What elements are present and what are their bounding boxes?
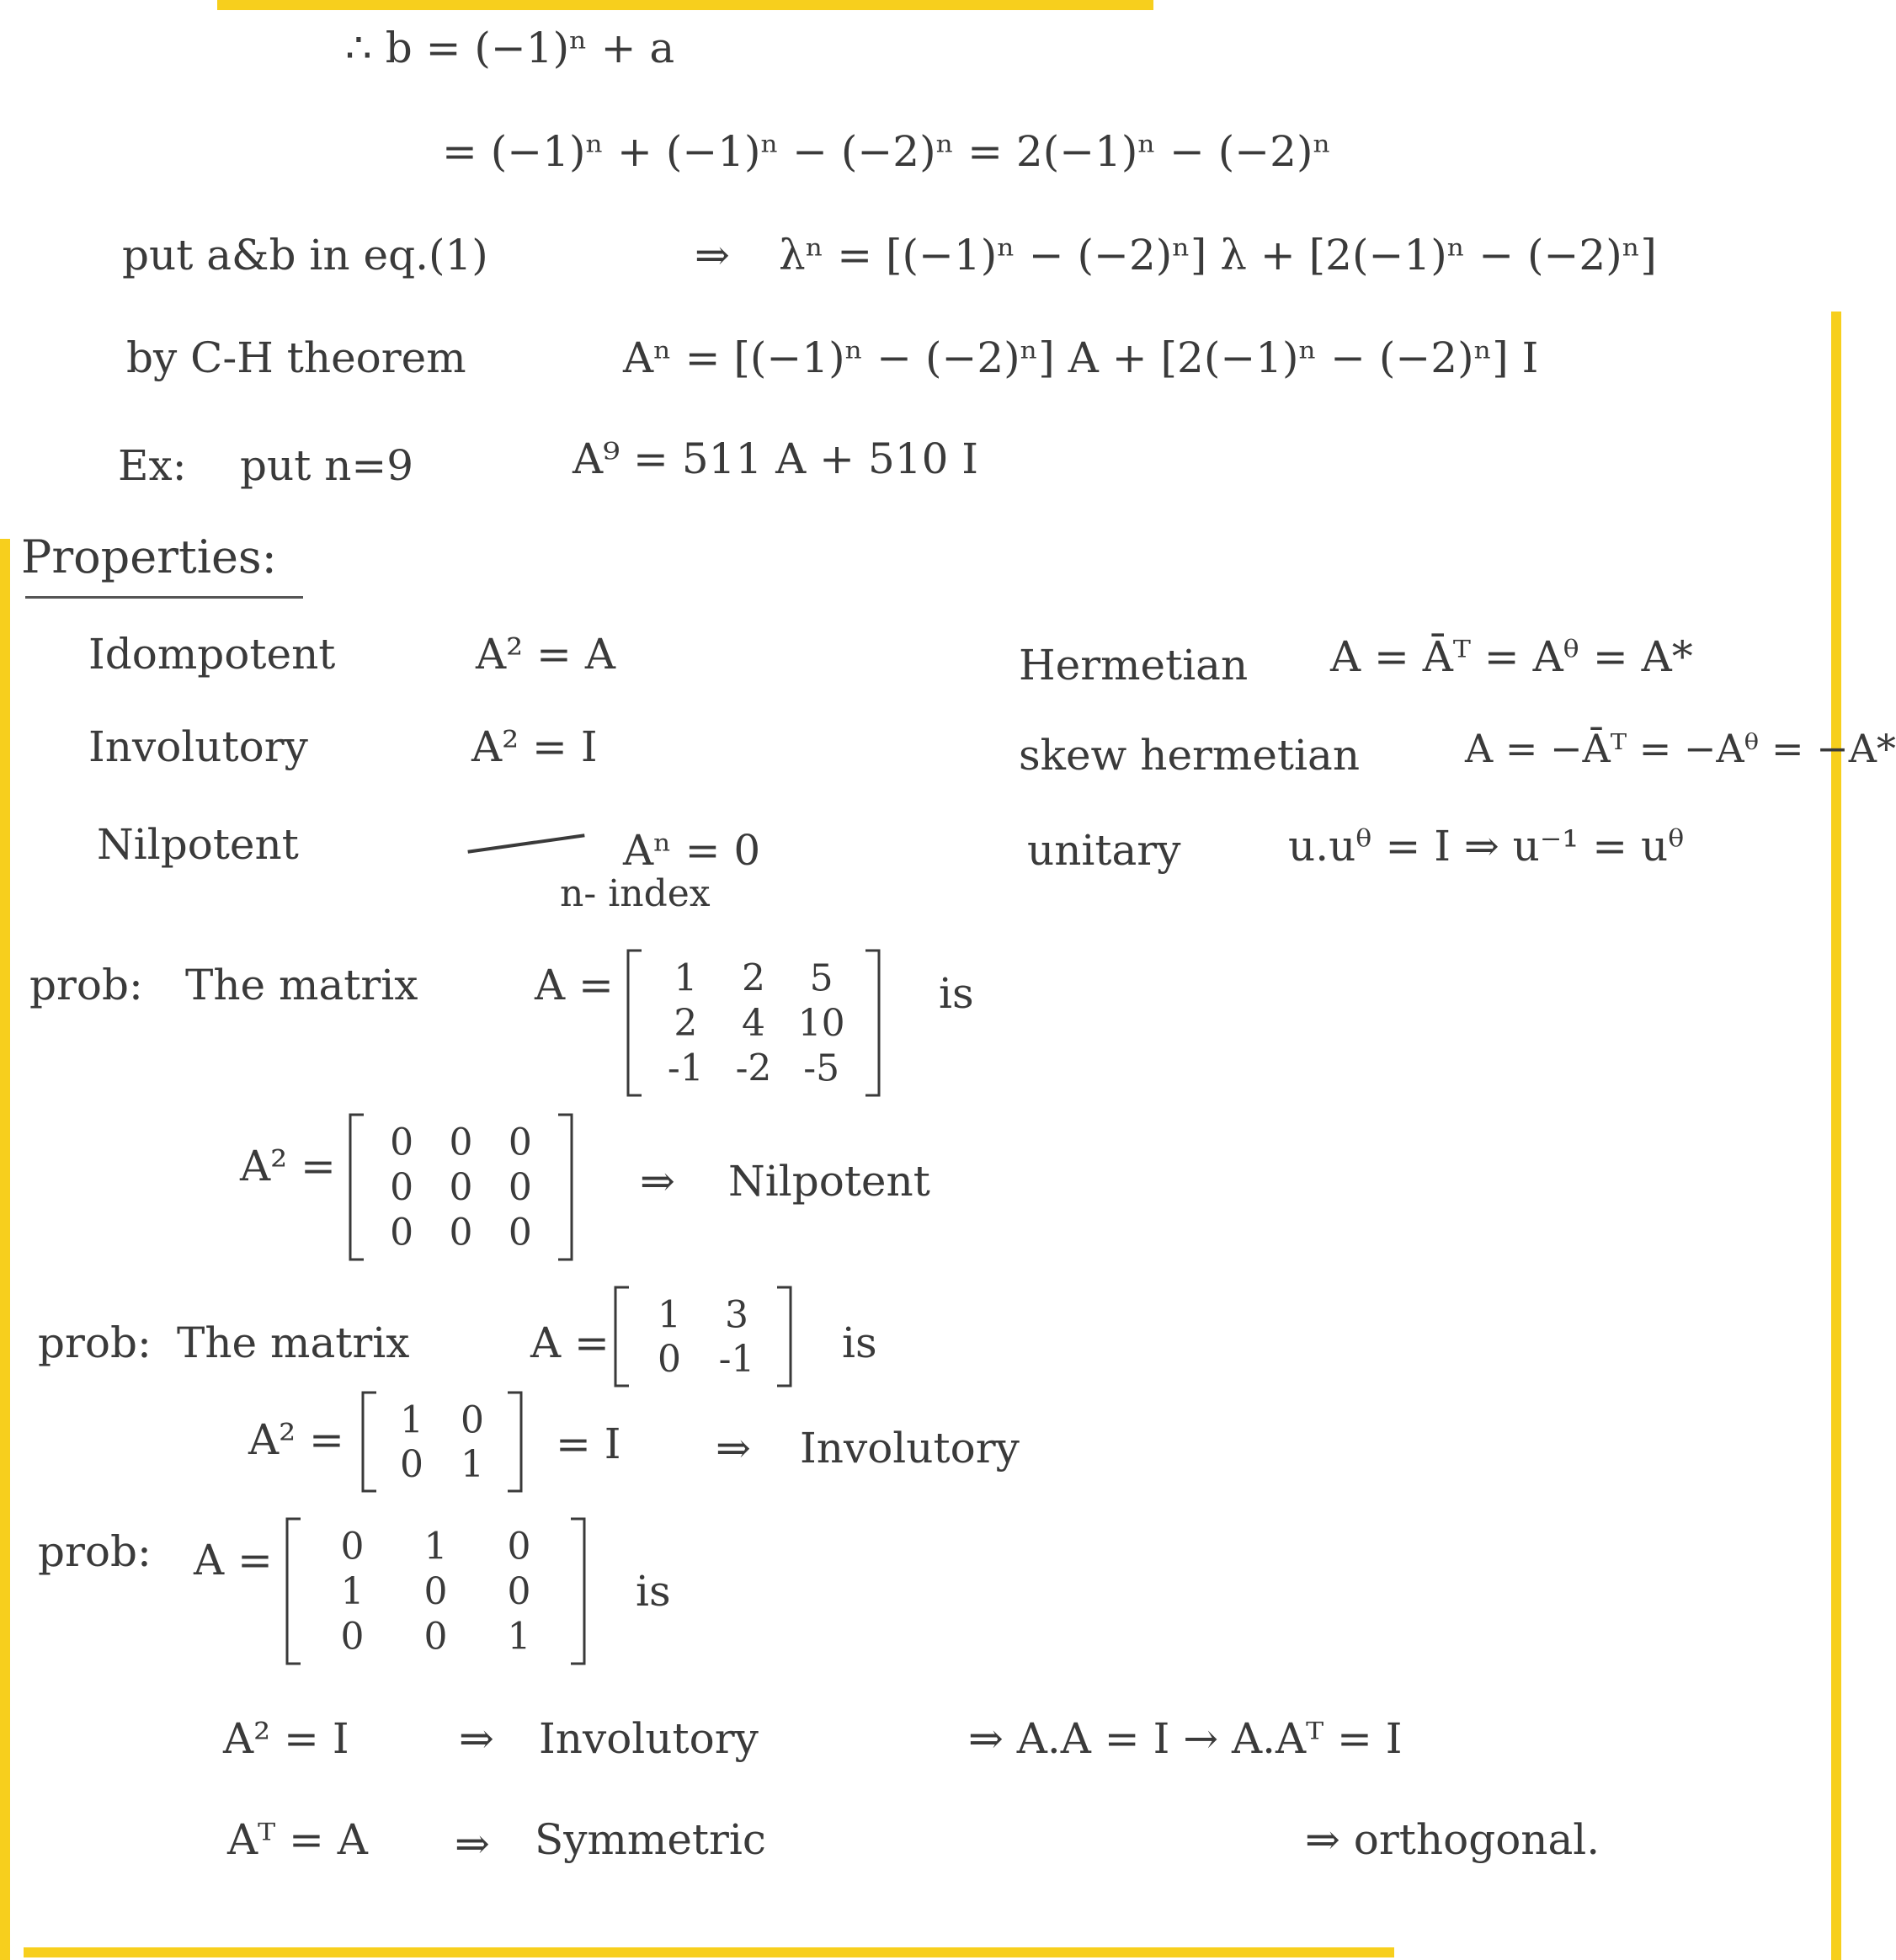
- prob2-equals-i: = I: [556, 1419, 621, 1468]
- prob1-matrix: [623, 947, 884, 1099]
- matrix-left-bracket: [628, 951, 642, 1095]
- matrix-entry: 3: [725, 1293, 748, 1337]
- prob2-conclusion: Involutory: [800, 1424, 1020, 1473]
- matrix-entry: 1: [674, 956, 698, 1000]
- prop-hermetian-name: Hermetian: [1019, 641, 1249, 690]
- prob2-square-matrix: [358, 1389, 526, 1494]
- prob2-tail: is: [842, 1318, 877, 1367]
- matrix-right-bracket: [508, 1393, 521, 1491]
- prop-skew-formula: A = −Āᵀ = −Aᶿ = −A*: [1465, 726, 1896, 771]
- matrix-entry: 0: [449, 1121, 473, 1164]
- prob1-square-matrix: [345, 1111, 577, 1263]
- prob2-label: prob:: [38, 1318, 152, 1367]
- matrix-entry: 0: [340, 1525, 365, 1569]
- matrix-left-bracket: [287, 1519, 301, 1664]
- ch-label: by C-H theorem: [126, 333, 466, 382]
- matrix-entry: -5: [803, 1047, 840, 1090]
- matrix-entry: -1: [718, 1337, 755, 1381]
- matrix-right-bracket: [558, 1115, 572, 1260]
- prob3-line-a-arrow: ⇒: [459, 1714, 494, 1763]
- prob3-label: prob:: [38, 1527, 152, 1576]
- prop-idempotent-name: Idompotent: [88, 630, 336, 679]
- prop-skew-name: skew hermetian: [1019, 731, 1361, 780]
- prop-nilpotent-name: Nilpotent: [97, 820, 299, 869]
- prob3-line-b-arrow: ⇒: [455, 1819, 490, 1868]
- matrix-entry: 0: [507, 1570, 531, 1613]
- matrix-entry: 0: [461, 1398, 484, 1442]
- matrix-entry: 0: [390, 1166, 414, 1209]
- prob3-tail: is: [636, 1567, 671, 1616]
- prob2-lhs: A =: [530, 1318, 610, 1367]
- prop-involutory-formula: A² = I: [471, 722, 598, 771]
- put-result: λⁿ = [(−1)ⁿ − (−2)ⁿ] λ + [2(−1)ⁿ − (−2)ⁿ]: [779, 231, 1657, 280]
- matrix-entry: 0: [449, 1166, 473, 1209]
- prob2-statement: The matrix: [177, 1318, 410, 1367]
- highlight-left: [0, 539, 10, 1960]
- prop-nilpotent-formula: Aⁿ = 0: [623, 826, 761, 875]
- highlight-top: [217, 0, 1153, 10]
- matrix-entry: -2: [735, 1047, 772, 1090]
- prob3-lhs: A =: [194, 1536, 273, 1585]
- prob1-arrow: ⇒: [640, 1157, 675, 1206]
- matrix-entry: 0: [508, 1166, 532, 1209]
- prob1-tail: is: [939, 969, 974, 1018]
- matrix-entry: 1: [658, 1293, 681, 1337]
- example-put: put n=9: [240, 441, 414, 490]
- prob3-line-a-result: Involutory: [539, 1714, 759, 1763]
- matrix-entry: -1: [667, 1047, 704, 1090]
- matrix-entry: 0: [658, 1337, 681, 1381]
- matrix-entry: 0: [507, 1525, 531, 1569]
- prop-involutory-name: Involutory: [88, 722, 308, 771]
- prob2-square-lhs: A² =: [248, 1415, 344, 1464]
- matrix-entry: 1: [340, 1570, 365, 1613]
- prob3-line-a-lhs: A² = I: [223, 1714, 349, 1763]
- matrix-entry: 10: [797, 1002, 845, 1045]
- highlight-right: [1831, 312, 1841, 1960]
- matrix-entry: 0: [400, 1442, 423, 1486]
- matrix-entry: 0: [508, 1121, 532, 1164]
- scribble-mark: [467, 834, 584, 853]
- prob1-square-lhs: A² =: [240, 1142, 336, 1190]
- matrix-left-bracket: [615, 1287, 629, 1386]
- matrix-entry: 0: [340, 1615, 365, 1659]
- matrix-entry: 1: [507, 1615, 531, 1659]
- highlight-bottom: [24, 1947, 1394, 1957]
- prob3-matrix: [282, 1515, 589, 1667]
- matrix-entry: 0: [423, 1570, 448, 1613]
- matrix-entry: 0: [390, 1121, 414, 1164]
- matrix-entry: 0: [449, 1211, 473, 1254]
- matrix-entry: 4: [742, 1002, 765, 1045]
- put-label: put a&b in eq.(1): [122, 231, 488, 280]
- matrix-entry: 5: [809, 956, 833, 1000]
- prop-unitary-name: unitary: [1027, 826, 1181, 875]
- prop-nilpotent-note: n- index: [560, 872, 711, 915]
- matrix-entry: 2: [674, 1002, 698, 1045]
- matrix-right-bracket: [865, 951, 879, 1095]
- prop-hermetian-formula: A = Āᵀ = Aᶿ = A*: [1330, 632, 1693, 681]
- matrix-right-bracket: [777, 1287, 791, 1386]
- matrix-entry: 1: [423, 1525, 448, 1569]
- matrix-entry: 1: [400, 1398, 423, 1442]
- matrix-left-bracket: [363, 1393, 376, 1491]
- prob1-conclusion: Nilpotent: [728, 1157, 930, 1206]
- matrix-right-bracket: [571, 1519, 584, 1664]
- matrix-entry: 0: [390, 1211, 414, 1254]
- prob1-statement: The matrix: [185, 961, 418, 1009]
- prob3-line-a-extra: ⇒ A.A = I → A.Aᵀ = I: [968, 1714, 1403, 1763]
- prop-idempotent-formula: A² = A: [476, 630, 615, 679]
- derivation-line-1: ∴ b = (−1)ⁿ + a: [345, 24, 675, 72]
- matrix-entry: 1: [461, 1442, 484, 1486]
- derivation-line-2: = (−1)ⁿ + (−1)ⁿ − (−2)ⁿ = 2(−1)ⁿ − (−2)ⁿ: [442, 127, 1332, 176]
- matrix-left-bracket: [350, 1115, 364, 1260]
- put-arrow: ⇒: [695, 231, 730, 280]
- prob2-matrix: [610, 1284, 796, 1389]
- heading-underline: [25, 596, 303, 599]
- ch-result: Aⁿ = [(−1)ⁿ − (−2)ⁿ] A + [2(−1)ⁿ − (−2)ⁿ] I: [623, 333, 1539, 382]
- prob2-arrow: ⇒: [716, 1424, 751, 1473]
- example-label: Ex:: [118, 441, 187, 490]
- properties-heading: Properties:: [21, 530, 277, 583]
- prop-unitary-formula: u.uᶿ = I ⇒ u⁻¹ = uᶿ: [1288, 822, 1685, 871]
- matrix-entry: 0: [423, 1615, 448, 1659]
- example-result: A⁹ = 511 A + 510 I: [573, 434, 979, 483]
- prob3-line-b-extra: ⇒ orthogonal.: [1305, 1815, 1600, 1864]
- prob1-lhs: A =: [535, 961, 614, 1009]
- matrix-entry: 2: [742, 956, 765, 1000]
- prob3-line-b-result: Symmetric: [535, 1815, 766, 1864]
- matrix-entry: 0: [508, 1211, 532, 1254]
- prob1-label: prob:: [29, 961, 143, 1009]
- prob3-line-b-lhs: Aᵀ = A: [227, 1815, 368, 1864]
